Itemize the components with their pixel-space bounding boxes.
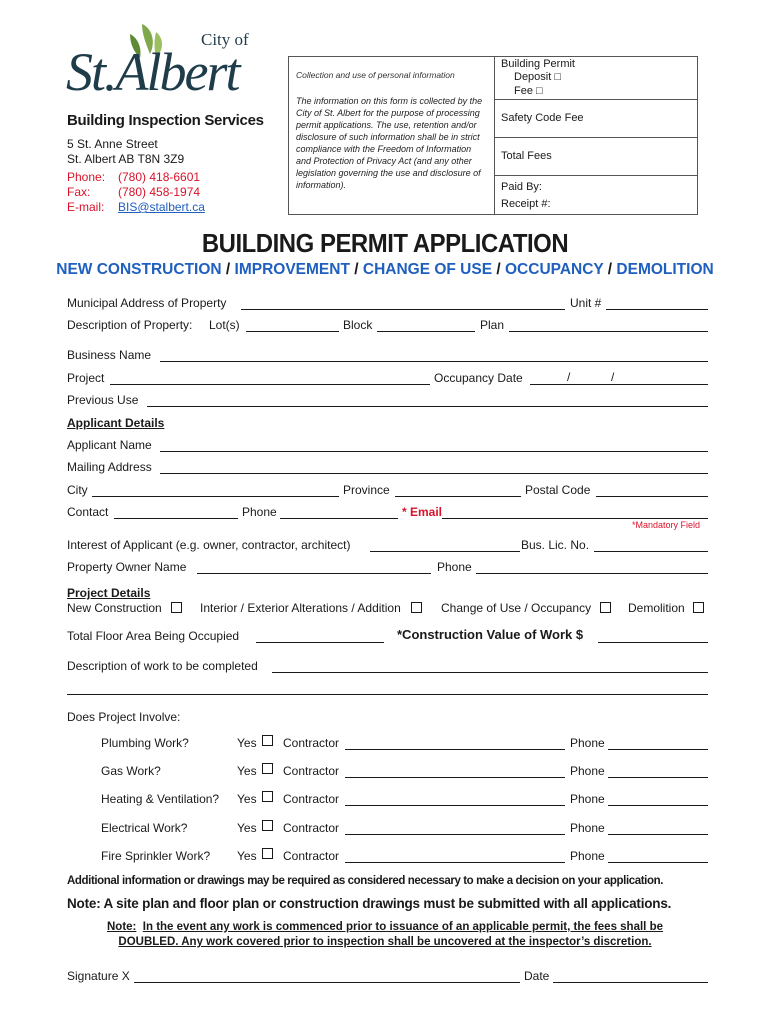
fee-total: Total Fees [501, 150, 552, 162]
note-line1: In the event any work is commenced prior to issuance of an applicable permit, the fees shall be [142, 921, 663, 933]
doubled-fee-note [0, 920, 770, 950]
yes-checkbox[interactable] [262, 820, 273, 831]
municipal-address-field[interactable] [241, 309, 565, 310]
yes-checkbox[interactable] [262, 791, 273, 802]
mandatory-note: *Mandatory Field [632, 520, 701, 530]
previous-use-label: Previous Use [67, 393, 139, 407]
phone-label: Phone [570, 736, 605, 750]
phone-field[interactable] [608, 805, 708, 806]
phone-field[interactable] [608, 749, 708, 750]
mailing-address-field[interactable] [160, 473, 708, 474]
project-label: Project [67, 371, 105, 385]
applicant-heading: Applicant Details [67, 416, 165, 430]
phone-label: Phone [570, 821, 605, 835]
previous-use-field[interactable] [147, 406, 708, 407]
lots-field[interactable] [246, 331, 339, 332]
plan-field[interactable] [509, 331, 708, 332]
logo-name: St.Albert [66, 42, 239, 102]
mailing-address-label: Mailing Address [67, 460, 152, 474]
contractor-label: Contractor [283, 736, 340, 750]
form-title: BUILDING PERMIT APPLICATION [201, 228, 569, 258]
postal-code-label: Postal Code [525, 483, 591, 497]
interior-checkbox[interactable] [411, 602, 422, 613]
work-description-field[interactable] [272, 672, 708, 673]
applicant-name-field[interactable] [160, 451, 708, 452]
additional-info-note: Additional information or drawings may be required as considered necessary to make a decision on your application. [67, 875, 664, 887]
yes-label: Yes [237, 792, 257, 806]
bus-lic-field[interactable] [594, 551, 708, 552]
office-fax: (780) 458-1974 [118, 185, 201, 199]
owner-name-label: Property Owner Name [67, 560, 187, 574]
subtitle-demolition: DEMOLITION [616, 261, 714, 278]
logo-city-of: City of [201, 30, 249, 49]
yes-label: Yes [237, 821, 257, 835]
box-row-line [494, 99, 698, 100]
contractor-field[interactable] [345, 777, 565, 778]
box-row-line [494, 175, 698, 176]
floor-area-label: Total Floor Area Being Occupied [67, 629, 240, 643]
signature-field[interactable] [134, 982, 520, 983]
subtitle-change-of-use: CHANGE OF USE [362, 261, 493, 278]
subtitle-sep: / [496, 261, 501, 278]
involve-item-label: Plumbing Work? [101, 736, 189, 750]
contractor-field[interactable] [345, 834, 565, 835]
lots-label: Lot(s) [209, 318, 240, 332]
description-property-label: Description of Property: [67, 318, 193, 332]
contractor-label: Contractor [283, 764, 340, 778]
note-label: Note: [107, 921, 137, 933]
demolition-checkbox[interactable] [693, 602, 704, 613]
business-name-field[interactable] [160, 361, 708, 362]
box-divider [494, 56, 495, 215]
owner-phone-field[interactable] [476, 573, 708, 574]
fee-deposit: Deposit □ [514, 71, 561, 83]
privacy-heading: Collection and use of personal information [296, 70, 455, 80]
project-heading: Project Details [67, 586, 151, 600]
new-construction-label: New Construction [67, 601, 162, 615]
interest-label: Interest of Applicant (e.g. owner, contractor, architect) [67, 538, 351, 552]
city-field[interactable] [92, 496, 339, 497]
subtitle-occupancy: OCCUPANCY [505, 261, 604, 278]
postal-code-field[interactable] [596, 496, 708, 497]
yes-checkbox[interactable] [262, 735, 273, 746]
block-field[interactable] [377, 331, 475, 332]
yes-label: Yes [237, 764, 257, 778]
subtitle-new-construction: NEW CONSTRUCTION [56, 261, 222, 278]
office-fax-label: Fax: [67, 185, 91, 199]
owner-name-field[interactable] [197, 573, 431, 574]
date-sep: / [611, 370, 615, 384]
fee-building-permit: Building Permit [501, 58, 575, 70]
phone-field[interactable] [608, 862, 708, 863]
note-line2: DOUBLED. Any work covered prior to inspection shall be uncovered at the inspector’s discretion. [118, 936, 652, 948]
work-description-label: Description of work to be completed [67, 659, 258, 673]
involve-question: Does Project Involve: [67, 710, 181, 724]
municipal-address-label: Municipal Address of Property [67, 296, 227, 310]
contractor-field[interactable] [345, 749, 565, 750]
contractor-label: Contractor [283, 821, 340, 835]
province-label: Province [343, 483, 390, 497]
office-phone: (780) 418-6601 [118, 170, 201, 184]
construction-value-label: *Construction Value of Work $ [397, 627, 584, 642]
business-name-label: Business Name [67, 348, 152, 362]
province-field[interactable] [395, 496, 521, 497]
subtitle-sep: / [607, 261, 613, 278]
fee-receipt: Receipt #: [501, 198, 551, 210]
contractor-label: Contractor [283, 849, 340, 863]
owner-phone-label: Phone [437, 560, 472, 574]
date-label: Date [524, 969, 550, 983]
yes-checkbox[interactable] [262, 848, 273, 859]
demolition-label: Demolition [628, 601, 685, 615]
phone-field[interactable] [608, 834, 708, 835]
contact-phone-field[interactable] [280, 518, 398, 519]
interior-label: Interior / Exterior Alterations / Addition [200, 601, 401, 615]
contractor-field[interactable] [345, 805, 565, 806]
contractor-label: Contractor [283, 792, 340, 806]
privacy-body: The information on this form is collected by the City of St. Albert for the purpose of processing permit applications. The use, retention and/or disclosure of such information shall be in strict compliance with the Freedom of Information and Protection of Privacy Act (and any other legislation governing the use and disclosure of information). [296, 96, 483, 190]
yes-label: Yes [237, 849, 257, 863]
subtitle-sep: / [354, 261, 359, 278]
occupancy-date-label: Occupancy Date [434, 371, 523, 385]
office-email-link[interactable]: BIS@stalbert.ca [118, 200, 205, 214]
bus-lic-label: Bus. Lic. No. [521, 538, 590, 552]
email-field[interactable] [442, 518, 708, 519]
fee-fee: Fee □ [514, 85, 543, 97]
office-email-label: E-mail: [67, 200, 105, 214]
project-field[interactable] [110, 384, 430, 385]
fee-paid-by: Paid By: [501, 181, 542, 193]
form-subtitle [0, 261, 770, 279]
interest-field[interactable] [370, 551, 520, 552]
involve-item-label: Heating & Ventilation? [101, 792, 220, 806]
city-logo [64, 20, 279, 106]
new-construction-checkbox[interactable] [171, 602, 182, 613]
office-address1: 5 St. Anne Street [67, 137, 158, 151]
unit-label: Unit # [570, 296, 602, 310]
change-use-label: Change of Use / Occupancy [441, 601, 592, 615]
phone-label: Phone [570, 849, 605, 863]
phone-label: Phone [570, 764, 605, 778]
yes-label: Yes [237, 736, 257, 750]
contact-phone-label: Phone [242, 505, 277, 519]
office-title: Building Inspection Services [67, 112, 264, 129]
office-phone-label: Phone: [67, 170, 106, 184]
applicant-name-label: Applicant Name [67, 438, 152, 452]
site-plan-note: Note: A site plan and floor plan or construction drawings must be submitted with all applications. [67, 896, 672, 911]
involve-item-label: Fire Sprinkler Work? [101, 849, 211, 863]
occupancy-date-field[interactable] [530, 384, 708, 385]
involve-item-label: Gas Work? [101, 764, 161, 778]
floor-area-field[interactable] [256, 642, 384, 643]
subtitle-sep: / [225, 261, 231, 278]
yes-checkbox[interactable] [262, 763, 273, 774]
date-field[interactable] [553, 982, 708, 983]
construction-value-field[interactable] [598, 642, 708, 643]
work-description-field-2[interactable] [67, 694, 708, 695]
date-sep: / [567, 370, 571, 384]
contact-label: Contact [67, 505, 109, 519]
plan-label: Plan [480, 318, 505, 332]
contact-field[interactable] [114, 518, 238, 519]
phone-label: Phone [570, 792, 605, 806]
involve-item-label: Electrical Work? [101, 821, 188, 835]
change-use-checkbox[interactable] [600, 602, 611, 613]
fee-safety-code: Safety Code Fee [501, 112, 584, 124]
unit-field[interactable] [606, 309, 708, 310]
signature-label: Signature X [67, 969, 130, 983]
contractor-field[interactable] [345, 862, 565, 863]
city-label: City [67, 483, 88, 497]
subtitle-improvement: IMPROVEMENT [234, 261, 350, 278]
box-row-line [494, 137, 698, 138]
office-address2: St. Albert AB T8N 3Z9 [67, 152, 185, 166]
email-label: * Email [402, 505, 443, 519]
block-label: Block [343, 318, 373, 332]
phone-field[interactable] [608, 777, 708, 778]
